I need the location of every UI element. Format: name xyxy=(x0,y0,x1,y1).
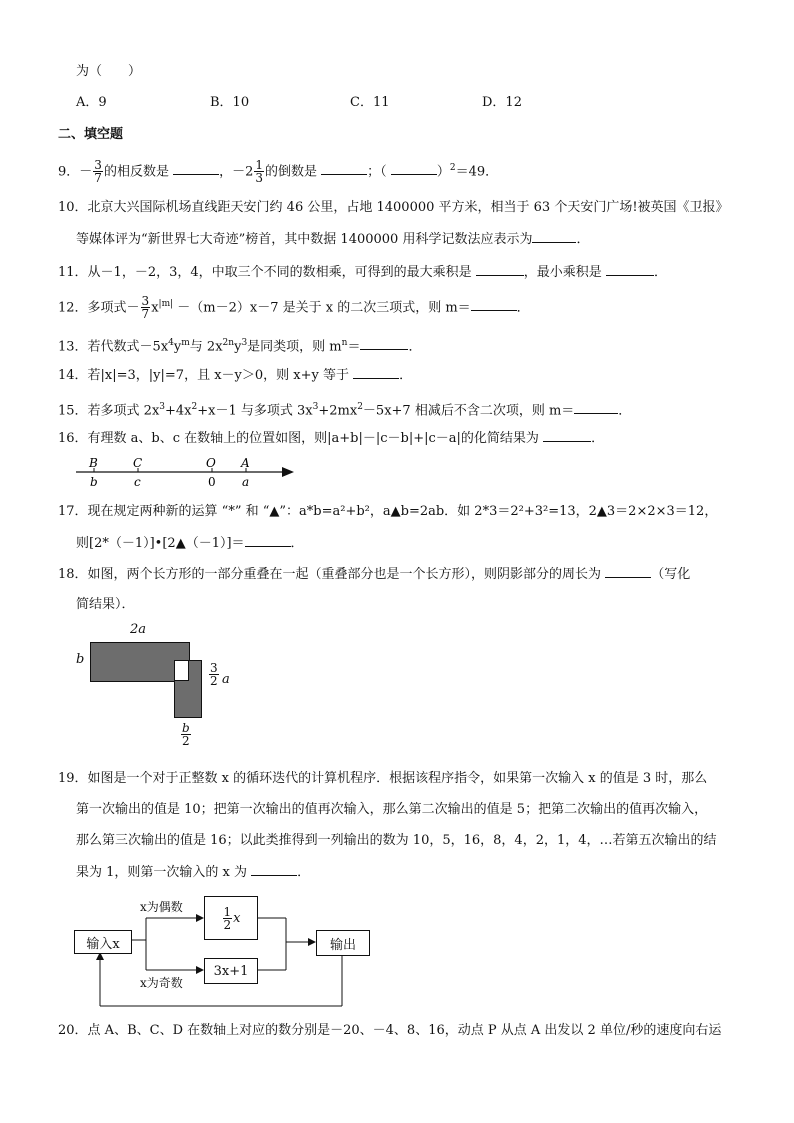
question-18-line2: 简结果）． xyxy=(76,597,135,612)
input-box: 输入x xyxy=(74,930,132,954)
question-14: 14．若|x|=3，|y|=7，且 x－y＞0，则 x+y 等于 ． xyxy=(58,365,412,386)
half-x-box: $\frac{1}{2}$ x xyxy=(204,896,258,940)
label-2a: 2a xyxy=(130,622,147,637)
answer-blank[interactable] xyxy=(360,336,408,350)
answer-blank[interactable] xyxy=(605,564,651,578)
even-condition-label: x为偶数 xyxy=(140,900,183,914)
overlap-rectangles-figure xyxy=(70,620,240,760)
question-10-line1: 10．北京大兴国际机场直线距天安门约 46 公里，占地 1400000 平方米，相当于 63 个天安门广场!被英国《卫报》 xyxy=(58,200,729,215)
question-19-line1: 19．如图是一个对于正整数 x 的循环迭代的计算机程序．根据该程序指令，如果第一次输入 x 的值是 3 时，那么 xyxy=(58,771,708,786)
flowchart-figure xyxy=(74,888,374,1014)
answer-blank[interactable] xyxy=(606,262,654,276)
number-line-figure xyxy=(72,452,302,492)
question-19-line4: 果为 1，则第一次输入的 x 为 ． xyxy=(76,862,310,883)
answer-blank[interactable] xyxy=(173,161,219,175)
answer-blank[interactable] xyxy=(321,161,367,175)
answer-blank[interactable] xyxy=(476,262,524,276)
axis-value-a: a xyxy=(242,475,250,489)
question-15: 15．若多项式 $2x^3+4x^2+x-1$ 与多项式 $3x^3+2mx^2-5x+7$ 相减后不含二次项，则 m＝ ． xyxy=(58,402,632,419)
q8-option-d: D．12 xyxy=(482,95,522,110)
fraction: $\frac{3}{7}$ xyxy=(94,158,102,186)
section-title: 二、填空题 xyxy=(58,127,124,142)
fraction: $\frac{1}{3}$ xyxy=(255,158,264,186)
question-9: 9．－ $\frac{3}{7}$ 的相反数是 ，－2 $\frac{1}{3}$ 的倒数是 ；（ ）$^2$＝49． xyxy=(58,158,499,186)
question-16: 16．有理数 a、b、c 在数轴上的位置如图，则|a+b|－|c－b|+|c－a|的化简结果为 ． xyxy=(58,428,604,449)
question-19-line2: 第一次输出的值是 10；把第一次输出的值再次输入，那么第二次输出的值是 5；把第二次输出的值再次输入， xyxy=(76,802,708,817)
answer-blank[interactable] xyxy=(532,229,576,243)
label-a: a xyxy=(222,672,230,687)
triple-plus-one-box: 3x+1 xyxy=(204,958,258,984)
axis-point-b-label: B xyxy=(89,456,98,470)
answer-blank[interactable] xyxy=(245,533,291,547)
answer-blank[interactable] xyxy=(574,400,618,414)
axis-value-zero: 0 xyxy=(208,475,216,489)
axis-point-c-label: C xyxy=(133,456,143,470)
question-11: 11．从－1，－2，3，4，中取三个不同的数相乘，可得到的最大乘积是 ，最小乘积是 ． xyxy=(58,262,667,283)
fraction: $\frac{3}{7}$ xyxy=(141,294,150,322)
question-19-line3: 那么第三次输出的值是 16；以此类推得到一列输出的数为 10，5，16，8，4，2，1，4，…若第五次输出的结 xyxy=(76,833,717,848)
q8-option-a: A．9 xyxy=(76,95,107,110)
odd-condition-label: x为奇数 xyxy=(140,976,183,990)
answer-blank[interactable] xyxy=(353,365,399,379)
answer-blank[interactable] xyxy=(543,428,591,442)
q8-option-c: C．11 xyxy=(350,95,390,110)
question-17-line1: 17．现在规定两种新的运算 “*” 和 “▲”：a*b=a²+b²，a▲b=2ab．如 2*3＝2²+3²=13，2▲3＝2×2×3＝12， xyxy=(58,504,718,519)
overlap-region xyxy=(175,661,189,681)
label-b-over-2: $\frac{b}{2}$ xyxy=(182,721,190,748)
question-18-line1: 18．如图，两个长方形的一部分重叠在一起（重叠部分也是一个长方形），则阴影部分的周长为 （写化 xyxy=(58,564,690,585)
axis-point-o-label: O xyxy=(206,456,216,470)
q8-option-b: B．10 xyxy=(210,95,250,110)
label-3-2: $\frac{3}{2}$ xyxy=(210,661,218,688)
answer-blank[interactable] xyxy=(251,862,297,876)
answer-blank[interactable] xyxy=(391,161,437,175)
axis-point-a-label: A xyxy=(241,456,250,470)
axis-value-c: c xyxy=(134,475,141,489)
q8-tail: 为（ ） xyxy=(76,64,142,79)
answer-blank[interactable] xyxy=(471,297,517,311)
label-b: b xyxy=(76,652,85,667)
axis-value-b: b xyxy=(90,475,98,489)
output-box: 输出 xyxy=(316,930,370,956)
question-13: 13．若代数式$-5x^4y^m$与 $2x^{2n}y^3$是同类项，则 $m^n=$ ． xyxy=(58,338,422,355)
question-20-line1: 20．点 A、B、C、D 在数轴上对应的数分别是－20、－4、8、16，动点 P 从点 A 出发以 2 单位/秒的速度向右运 xyxy=(58,1023,722,1038)
question-10-line2: 等媒体评为“新世界七大奇迹”榜首，其中数据 1400000 用科学记数法应表示为 ． xyxy=(76,229,589,250)
question-17-line2: 则[2*（－1）]•[2▲（－1）]＝ ． xyxy=(76,533,304,554)
question-12: 12．多项式－ $\frac{3}{7}$ $x^{|m|} -(m-2)x-7$ 是关于 x 的二次三项式，则 m＝ ． xyxy=(58,294,530,322)
